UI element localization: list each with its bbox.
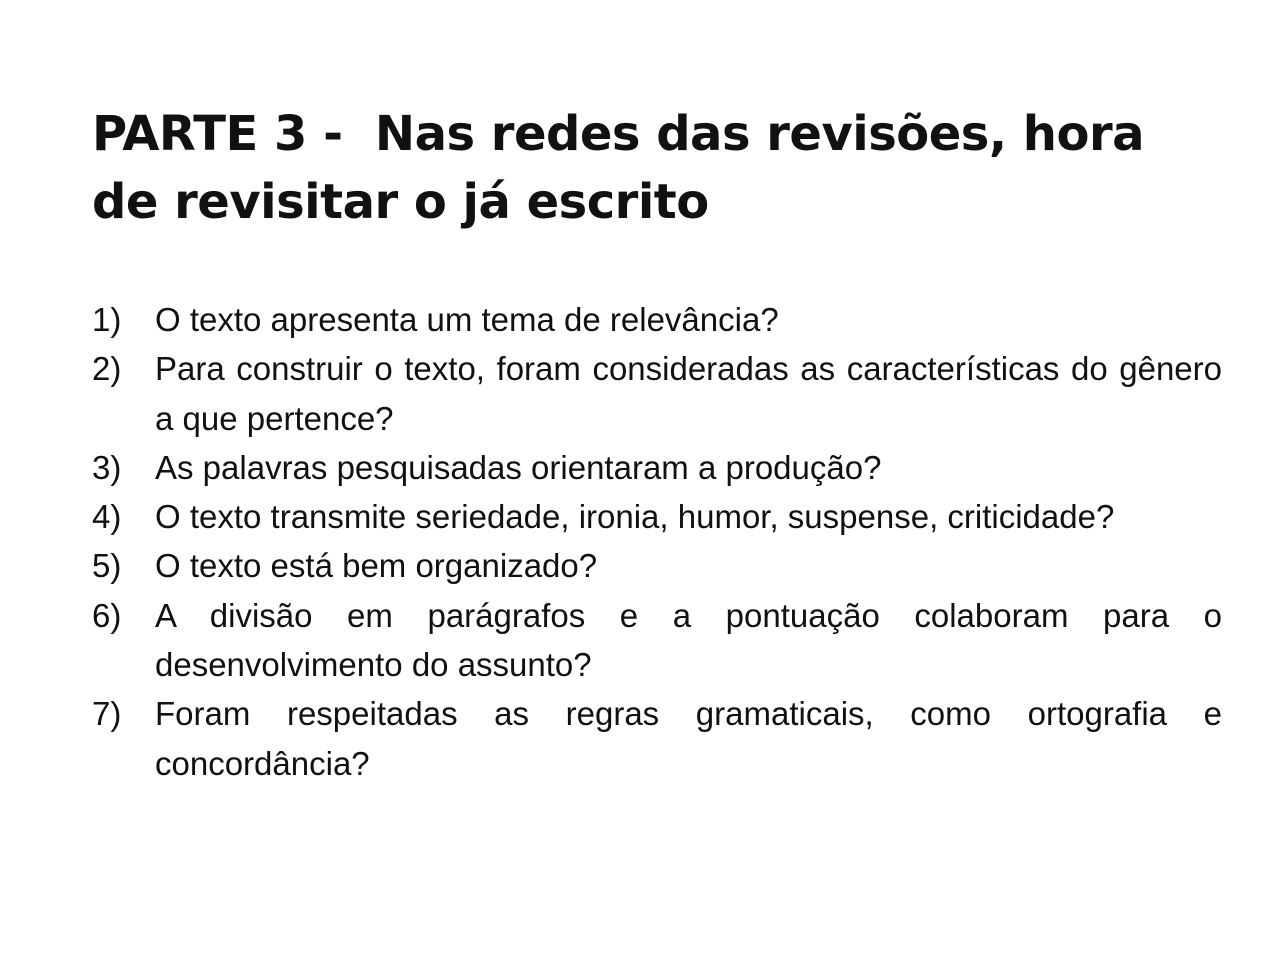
- item-text: O texto está bem organizado?: [155, 547, 598, 585]
- list-item: [92, 541, 1222, 590]
- list-item: [92, 344, 1222, 443]
- page-title: PARTE 3 - Nas redes das revisões, hora de revisitar o já escrito: [92, 106, 1161, 230]
- list-item: [92, 492, 1222, 541]
- item-text: A divisão em parágrafos e a pontuação colaboram para o desenvolvimento do assunto?: [155, 596, 1222, 684]
- list-item: [92, 591, 1222, 690]
- item-text: O texto transmite seriedade, ironia, humor, suspense, criticidade?: [155, 498, 1115, 536]
- item-text: Foram respeitadas as regras gramaticais, como ortografia e concordância?: [155, 695, 1222, 782]
- slide-content: [92, 100, 1222, 782]
- list-item: [92, 443, 1222, 492]
- item-number: 5): [92, 547, 122, 585]
- item-number: 7): [92, 695, 122, 733]
- question-list: [92, 295, 1222, 788]
- item-text: O texto apresenta um tema de relevância?: [155, 301, 779, 338]
- list-item: [92, 295, 1222, 344]
- item-number: 4): [92, 498, 122, 536]
- item-text: As palavras pesquisadas orientaram a produção?: [155, 448, 882, 486]
- item-number: 6): [92, 596, 122, 634]
- item-number: 2): [92, 350, 122, 388]
- item-text: Para construir o texto, foram consideradas as características do gênero a que pertence?: [155, 350, 1222, 437]
- item-number: 3): [92, 448, 122, 486]
- item-number: 1): [92, 301, 122, 338]
- list-item: [92, 689, 1222, 788]
